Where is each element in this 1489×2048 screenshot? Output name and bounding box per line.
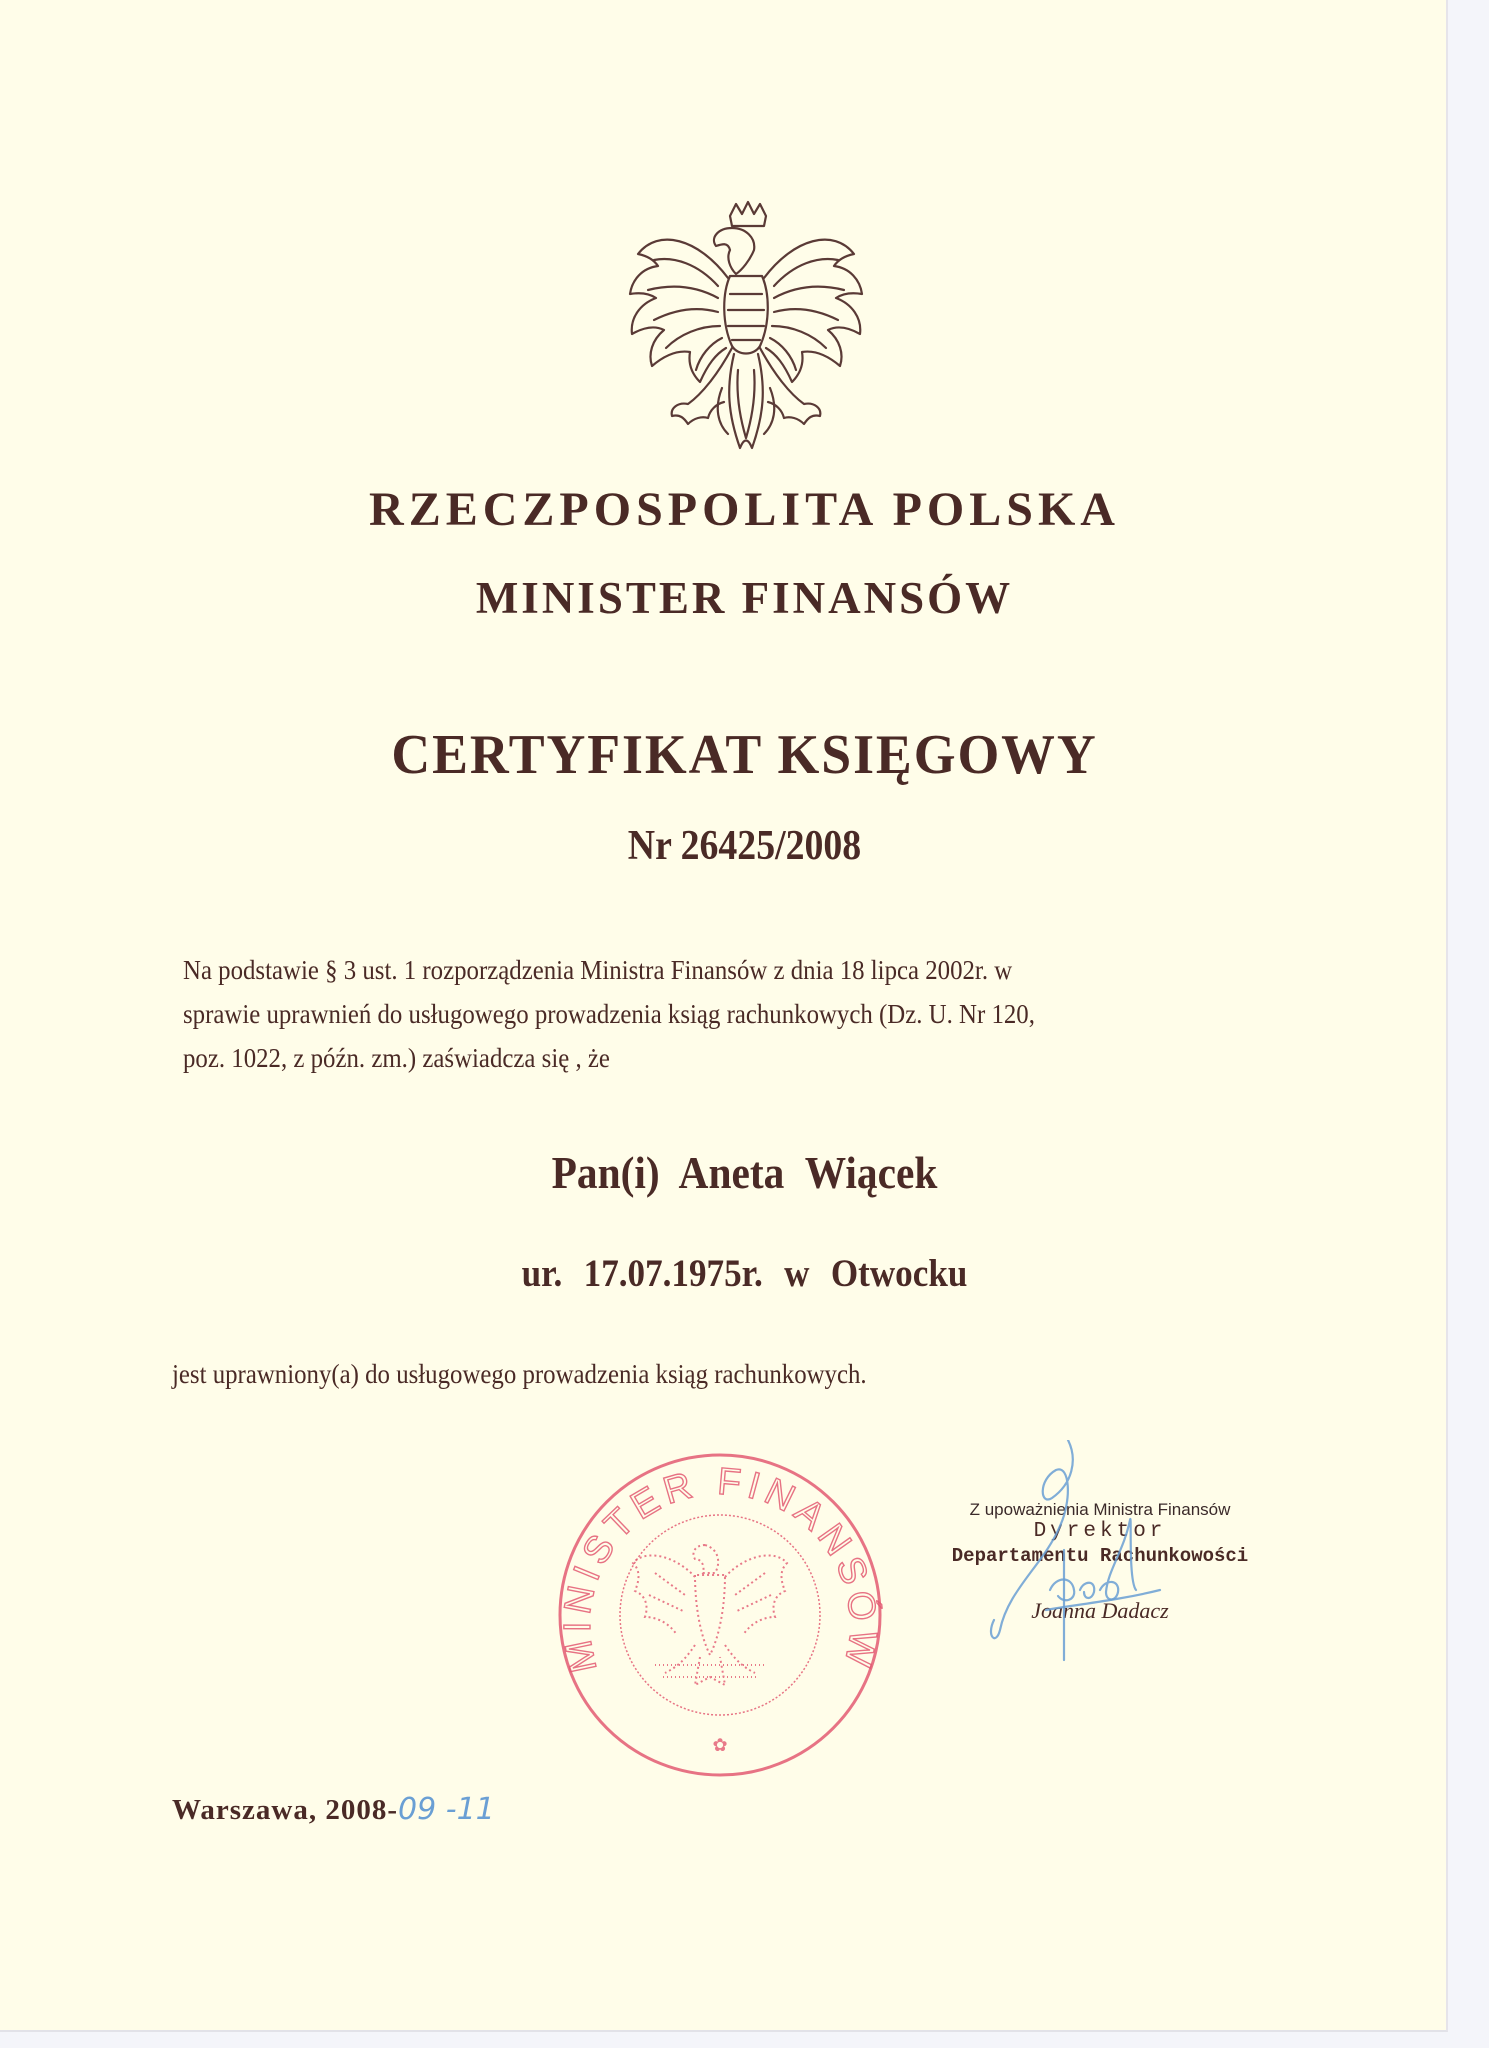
paragraph-line: poz. 1022, z późn. zm.) zaświadcza się , że [183, 1043, 610, 1073]
certificate-title: CERTYFIKAT KSIĘGOWY [391, 724, 1098, 786]
signer-position: Dyrektor [1033, 1520, 1167, 1543]
paragraph-line: Na podstawie § 3 ust. 1 rozporządzenia Ministra Finansów z dnia 18 lipca 2002r. w [183, 955, 1013, 985]
white-eagle-icon [618, 198, 874, 468]
legal-basis-paragraph [183, 948, 1287, 1080]
holder-name: Pan(i) Aneta Wiącek [551, 1147, 938, 1198]
signer-department: Departamentu Rachunkowości [951, 1545, 1249, 1567]
issuer-heading: MINISTER FINANSÓW [475, 573, 1014, 623]
signer-name: Joanna Dadacz [1031, 1598, 1169, 1623]
authorization-line: Z upoważnienia Ministra Finansów [969, 1500, 1231, 1519]
entitlement-statement: jest uprawniony(a) do usługowego prowadzenia ksiąg rachunkowych. [172, 1359, 867, 1389]
paragraph-line: sprawie uprawnień do usługowego prowadzenia ksiąg rachunkowych (Dz. U. Nr 120, [183, 999, 1035, 1029]
handwritten-date: 09 -11 [398, 1792, 495, 1827]
svg-text:MINISTER FINANSÓW: MINISTER FINANSÓW [556, 1460, 885, 1677]
certificate-number: Nr 26425/2008 [627, 823, 862, 869]
country-heading: RZECZPOSPOLITA POLSKA [369, 483, 1120, 536]
svg-text:✿: ✿ [712, 1735, 728, 1755]
holder-birth-info: ur. 17.07.1975r. w Otwocku [521, 1252, 968, 1295]
official-seal-eagle-icon [545, 1445, 895, 1790]
place-and-date [172, 1792, 495, 1827]
place-date-printed: Warszawa, 2008- [172, 1794, 399, 1826]
handwritten-signature [960, 1440, 1210, 1680]
